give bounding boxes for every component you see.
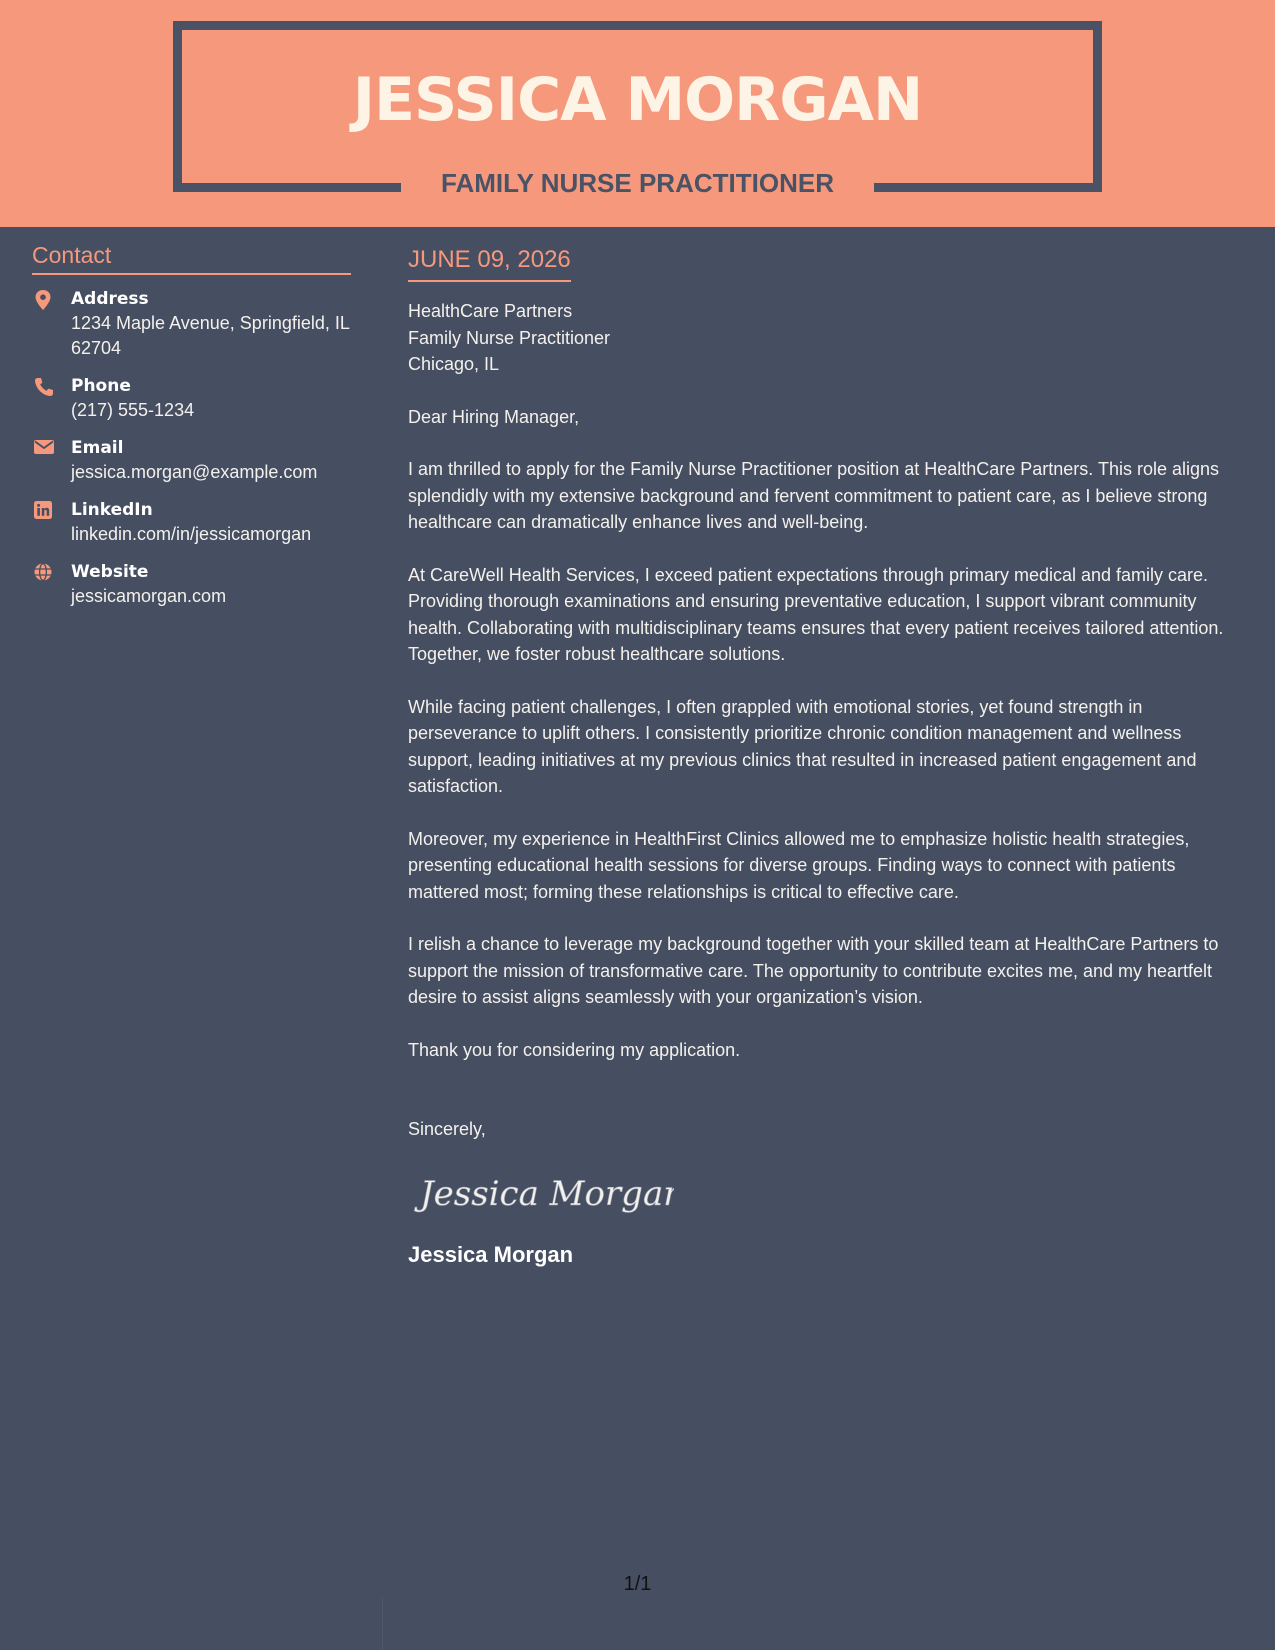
- closing: Sincerely,: [408, 1119, 486, 1139]
- contact-value[interactable]: jessicamorgan.com: [71, 586, 227, 606]
- body-paragraph: Moreover, my experience in HealthFirst Clinics allowed me to emphasize holistic health strategies, presenting educational health sessions for diverse groups. Finding ways to connect with patients mattered most; forming these relationships is critical to effective care.: [408, 828, 1190, 902]
- recipient-position: Family Nurse Practitioner: [408, 327, 611, 348]
- job-title: FAMILY NURSE PRACTITIONER: [441, 168, 834, 198]
- contact-item-email: [32, 436, 351, 485]
- envelope-icon: [34, 439, 52, 457]
- recipient-location: Chicago, IL: [408, 354, 500, 374]
- recipient-company: HealthCare Partners: [408, 301, 573, 321]
- header-frame-bottom-left: [173, 183, 401, 192]
- contact-label: Address: [71, 289, 149, 309]
- signer-name: Jessica Morgan: [408, 1241, 574, 1267]
- recipient-block: [408, 298, 1248, 378]
- contact-sidebar: [32, 240, 351, 622]
- contact-value[interactable]: linkedin.com/in/jessicamorgan: [71, 524, 312, 544]
- map-pin-icon: [34, 290, 52, 308]
- contact-label: Email: [71, 438, 124, 458]
- body-paragraph: I relish a chance to leverage my background together with your skilled team at HealthCare Partners to support the mission of transformative care. The opportunity to contribute excites me, and my heartfelt desire to assist aligns seamlessly with your organization’s vision.: [408, 934, 1219, 1007]
- signature-image: [414, 1165, 674, 1221]
- body-paragraph: I am thrilled to apply for the Family Nurse Practitioner position at HealthCare Partners. This role aligns splendidly with my extensive background and fervent commitment to patient care, as I believe strong healthcare can dramatically enhance lives and well-being.: [408, 459, 1220, 532]
- contact-item-linkedin: [32, 498, 351, 547]
- linkedin-icon: [34, 501, 52, 519]
- phone-icon: [34, 377, 52, 395]
- contact-item-website: [32, 560, 351, 609]
- contact-label: Phone: [71, 376, 131, 396]
- header-banner: [0, 0, 1275, 227]
- greeting: Dear Hiring Manager,: [408, 406, 580, 427]
- globe-icon: [34, 563, 52, 581]
- contact-value: 1234 Maple Avenue, Springfield, IL 62704: [71, 313, 350, 358]
- applicant-name: JESSICA MORGAN: [352, 65, 923, 135]
- body-paragraph: At CareWell Health Services, I exceed patient expectations through primary medical and family care. Providing thorough examinations and ensuring preventative education, I support vibrant community health. Collaborating with multidisciplinary teams ensures that every patient receives tailored attention. Together, we foster robust healthcare solutions.: [408, 564, 1224, 664]
- contact-item-address: [32, 287, 351, 361]
- header-frame-bottom-right: [874, 183, 1102, 192]
- contact-item-phone: [32, 374, 351, 423]
- body-paragraph: Thank you for considering my application.: [408, 1039, 741, 1060]
- signature-text: Jessica Morgan: [420, 1173, 674, 1214]
- contact-value[interactable]: jessica.morgan@example.com: [71, 462, 318, 482]
- contact-value[interactable]: (217) 555-1234: [71, 400, 195, 420]
- letter-body: [408, 244, 1248, 1270]
- contact-label: Website: [71, 562, 149, 582]
- body-paragraph: While facing patient challenges, I often grappled with emotional stories, yet found strength in perseverance to uplift others. I consistently prioritize chronic condition management and wellness support, leading initiatives at my previous clinics that resulted in increased patient engagement and satisfaction.: [408, 696, 1197, 796]
- contact-heading: Contact: [32, 240, 351, 275]
- column-divider: [382, 1598, 383, 1650]
- contact-label: LinkedIn: [71, 500, 153, 520]
- page-number: 1/1: [623, 1573, 652, 1595]
- letter-date: JUNE 09, 2026: [408, 244, 571, 282]
